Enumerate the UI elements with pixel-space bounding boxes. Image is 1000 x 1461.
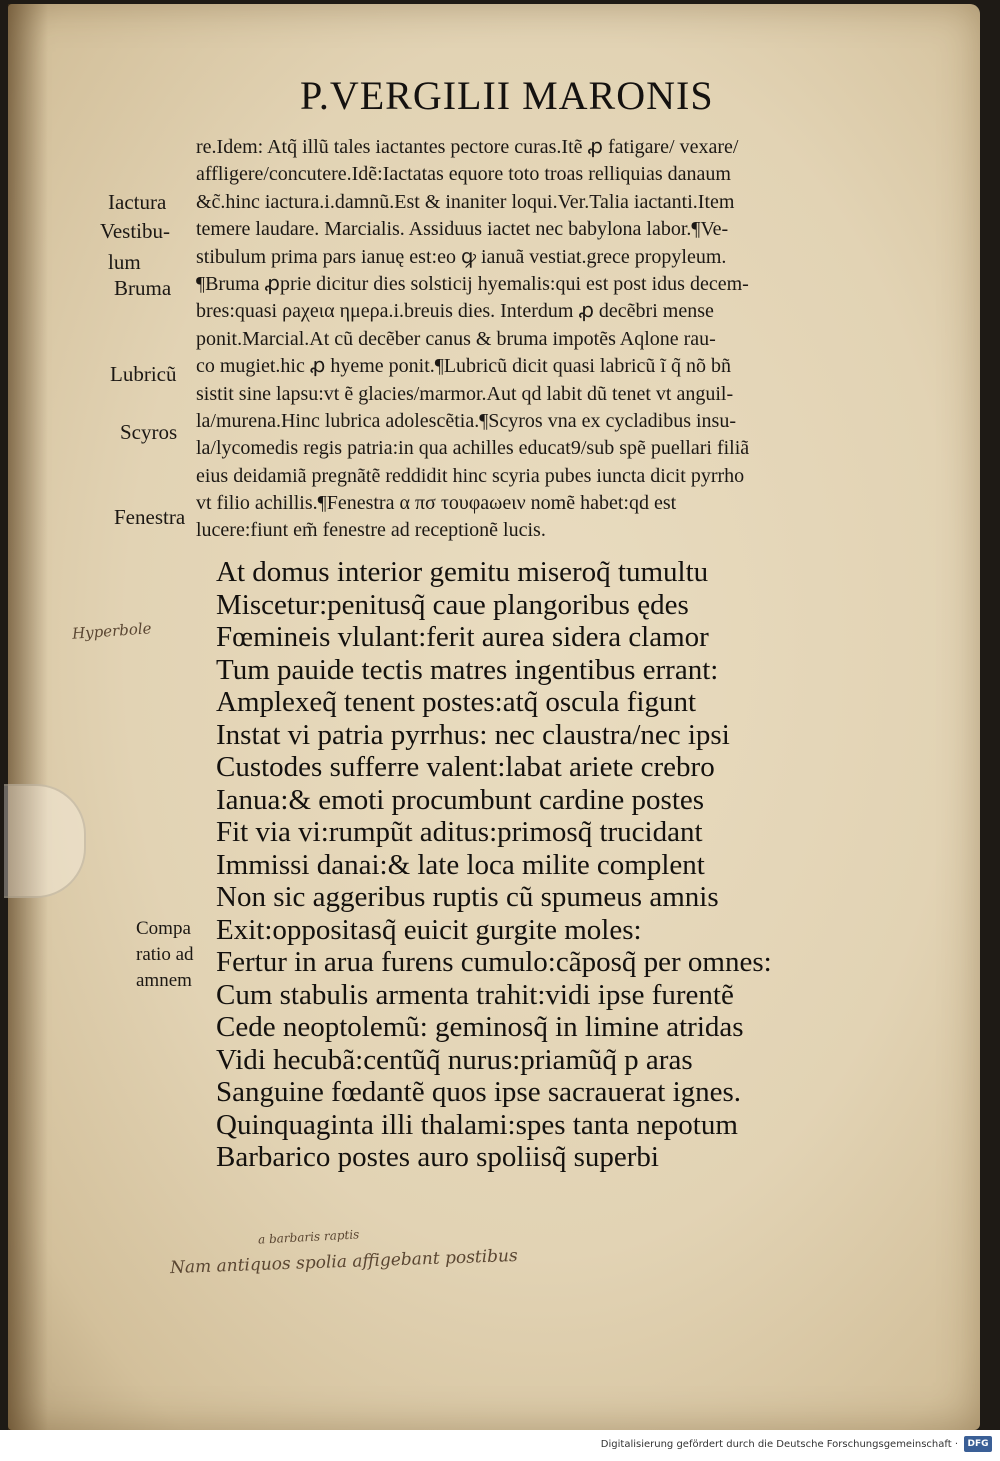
margin-note-line: ratio ad	[136, 944, 194, 965]
page-title: P.VERGILII MARONIS	[300, 73, 714, 118]
verse-line: Tum pauide tectis matres ingentibus errant:	[216, 653, 719, 686]
verse-line: Fit via vi:rumpũt aditus:primosq̃ trucidant	[216, 816, 703, 848]
margin-note-line: amnem	[136, 970, 192, 991]
verse-line: At domus interior gemitu miseroq̃ tumultu	[216, 556, 709, 588]
commentary-line: bres:quasi ρaχeια ημeρa.i.breuis dies. Interdum ꝓ decẽbri mense	[196, 300, 714, 323]
margin-gloss: Fenestra	[114, 505, 186, 529]
verse-block	[216, 556, 916, 1174]
verse-line: Instat vi patria pyrrhus: nec claustra/nec ipsi	[216, 718, 730, 751]
verse-line: Cum stabulis armenta trahit:vidi ipse furentẽ	[216, 978, 734, 1011]
handwritten-note-under: a barbaris raptis	[257, 1227, 360, 1247]
page-clip-mark	[4, 784, 86, 898]
verse-line: Cede neoptolemũ: geminosq̃ in limine atridas	[216, 1011, 744, 1043]
commentary-line: stibulum prima pars ianuę est:eo ꝙ ianuã vestiat.grece propyleum.	[196, 245, 727, 268]
verse-line: Quinquaginta illi thalami:spes tanta nepotum	[216, 1108, 738, 1141]
verse-line: Fertur in arua furens cumulo:cãposq̃ per omnes:	[216, 946, 772, 978]
margin-gloss: Bruma	[114, 276, 172, 300]
margin-gloss: Scyros	[120, 420, 178, 444]
commentary-line: la/murena.Hinc lubrica adolescẽtia.¶Scyros vna ex cycladibus insu-	[196, 409, 736, 432]
commentary-line: la/lycomedis regis patria:in qua achilles educat9/sub spẽ puellari filiã	[196, 437, 750, 460]
commentary-line: eius deidamiã pregnãtẽ reddidit hinc scyria pubes iuncta dicit pyrrho	[196, 464, 745, 487]
margin-gloss: Iactura	[108, 190, 167, 214]
verse-line: Barbarico postes auro spoliisq̃ superbi	[216, 1141, 659, 1173]
margin-note-line: Compa	[136, 918, 191, 939]
commentary-line: sistit sine lapsu:vt ẽ glacies/marmor.Aut qd labit dũ tenet vt anguil-	[196, 382, 734, 405]
commentary-line: co mugiet.hic ꝓ hyeme ponit.¶Lubricũ dicit quasi labricũ ĩ q̃ nõ bñ	[196, 355, 731, 378]
dfg-logo-icon: DFG	[964, 1436, 992, 1452]
verse-line: Fœmineis vlulant:ferit aurea sidera clamor	[216, 621, 709, 653]
verse-line: Exit:oppositasq̃ euicit gurgite moles:	[216, 913, 642, 946]
verse-line: Miscetur:penitusq̃ caue plangoribus ędes	[216, 588, 689, 621]
handwritten-note-left: Hyperbole	[71, 619, 153, 643]
handwritten-note-bottom: Nam antiquos spolia affigebant postibus	[169, 1245, 519, 1279]
verse-line: Amplexeq̃ tenent postes:atq̃ oscula figunt	[216, 686, 697, 718]
margin-note-comparatio	[136, 916, 216, 994]
commentary-line: ponit.Marcial.At cũ decẽber canus & bruma impotẽs Aqlone rau-	[196, 327, 716, 350]
commentary-block	[196, 134, 916, 545]
verse-line: Non sic aggeribus ruptis cũ spumeus amnis	[216, 881, 719, 913]
commentary-line: affligere/concutere.Idẽ:Iactatas equore toto troas relliquias danaum	[196, 163, 731, 186]
commentary-line: re.Idem: Atq̃ illũ tales iactantes pectore curas.Itẽ ꝓ fatigare/ vexare/	[196, 136, 739, 158]
verse-line: Custodes sufferre valent:labat ariete crebro	[216, 751, 715, 783]
footer-credit: Digitalisierung gefördert durch die Deutsche Forschungsgemeinschaft ·	[600, 1439, 958, 1450]
verse-line: Vidi hecubã:centũq̃ nurus:priamũq̃ p aras	[216, 1043, 693, 1076]
commentary-line: lucere:fiunt em̃ fenestre ad receptionẽ lucis.	[196, 519, 546, 542]
verse-line: Ianua:& emoti procumbunt cardine postes	[216, 783, 705, 816]
commentary-line: &c̃.hinc iactura.i.damnũ.Est & inaniter loqui.Ver.Talia iactanti.Item	[196, 190, 735, 213]
commentary-line: vt filio achillis.¶Fenestra α πσ τουφaωeιν nomẽ habet:qd est	[196, 492, 677, 515]
verse-line: Sanguine fœdantẽ quos ipse sacrauerat ignes.	[216, 1076, 742, 1108]
margin-gloss: Vestibu-	[100, 219, 170, 243]
page-gutter-shadow	[8, 4, 48, 1430]
commentary-line: temere laudare. Marcialis. Assiduus iactet nec babylona labor.¶Ve-	[196, 218, 729, 241]
commentary-line: ¶Bruma ꝓprie dicitur dies solsticij hyemalis:qui est post idus decem-	[196, 272, 749, 295]
margin-gloss: lum	[108, 250, 141, 274]
margin-gloss: Lubricũ	[110, 362, 177, 386]
verse-line: Immissi danai:& late loca milite complent	[216, 848, 705, 881]
